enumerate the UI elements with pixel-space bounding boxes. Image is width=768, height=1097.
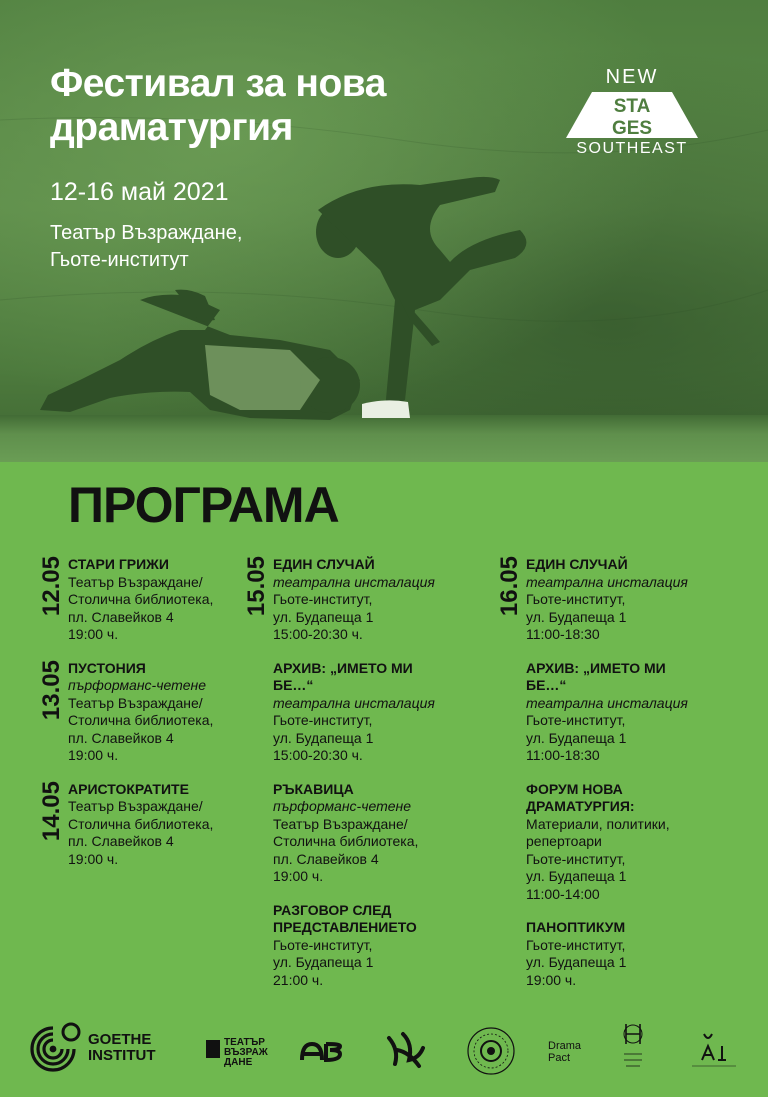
- event-kind: пърформанс-четене: [273, 798, 412, 814]
- event-detail-line: ул. Будапеща 1: [273, 954, 374, 970]
- venue-line1: Театър Възраждане,: [50, 222, 243, 244]
- program-day: [38, 781, 248, 869]
- drama-line2: Pact: [548, 1052, 571, 1064]
- program-day: [38, 660, 248, 765]
- program-day: [38, 556, 248, 644]
- event-detail-line: Столична библиотека,: [68, 712, 214, 728]
- festival-dates: 12-16 май 2021: [50, 178, 229, 206]
- festival-venue: [50, 220, 242, 274]
- event-name: РЪКАВИЦА: [273, 780, 354, 797]
- dance-logo-icon: [383, 1030, 427, 1070]
- festival-title-line2: драматургия: [50, 106, 293, 149]
- event-detail-line: Гьоте-институт,: [526, 591, 626, 607]
- event-detail-line: Гьоте-институт,: [273, 936, 373, 953]
- event-detail-line: 19:00 ч.: [526, 971, 577, 988]
- event-name: ЕДИН СЛУЧАЙ: [526, 556, 628, 572]
- logo-southeast: SOUTHEAST: [576, 140, 688, 157]
- day-date: 16.05: [496, 556, 523, 617]
- day-date: 12.05: [38, 556, 65, 617]
- event-name: АРИСТОКРАТИТЕ: [68, 780, 189, 797]
- event-detail-line: 19:00 ч.: [68, 626, 119, 642]
- event-detail-line: пл. Славейков 4: [68, 729, 174, 746]
- event-detail-line: ул. Будапеща 1: [526, 729, 627, 746]
- radar-sofia-seal-icon: [466, 1026, 516, 1076]
- program-title: ПРОГРАМА: [68, 477, 339, 533]
- event-detail-line: 15:00-20:30 ч.: [273, 747, 363, 763]
- event-detail-line: пл. Славейков 4: [68, 608, 174, 625]
- event-detail-line: ул. Будапеща 1: [526, 868, 627, 884]
- logo-sta: STA: [613, 96, 651, 117]
- event-detail-line: 15:00-20:30 ч.: [273, 626, 363, 642]
- goethe-line2: INSTITUT: [88, 1047, 156, 1064]
- event-name: СТАРИ ГРИЖИ: [68, 556, 169, 572]
- event-name: АРХИВ: „ИМЕТО МИ БЕ…“: [526, 659, 666, 693]
- program-column-3: [496, 556, 746, 1005]
- teatar-line2: ВЪЗРАЖ: [224, 1047, 268, 1058]
- event-kind: театрална инсталация: [273, 694, 435, 711]
- program-event: [68, 556, 248, 644]
- event-detail-line: Гьоте-институт,: [526, 712, 626, 728]
- hero-photo: [0, 0, 768, 462]
- event-detail-line: Театър Възраждане/: [68, 694, 203, 711]
- new-stages-southeast-logo: [562, 66, 702, 162]
- goethe-institut-icon: [22, 1018, 84, 1080]
- event-kind: театрална инсталация: [273, 573, 435, 590]
- event-detail-line: пл. Славейков 4: [273, 850, 379, 867]
- program-column-1: [38, 556, 248, 884]
- event-name: РАЗГОВОР СЛЕД ПРЕДСТАВЛЕНИЕТО: [273, 901, 417, 935]
- event-kind: театрална инсталация: [526, 573, 688, 590]
- event-detail-line: 11:00-18:30: [526, 747, 600, 763]
- festival-title-line1: Фестивал за нова: [50, 62, 386, 105]
- program-event: [68, 660, 248, 765]
- event-detail-line: Театър Възраждане/: [68, 798, 203, 814]
- program-event: [273, 660, 493, 765]
- event-detail-line: Гьоте-институт,: [526, 936, 626, 953]
- event-detail-line: Гьоте-институт,: [526, 850, 626, 867]
- event-detail-line: Театър Възраждане/: [273, 815, 408, 832]
- event-name: ПУСТОНИЯ: [68, 659, 146, 676]
- program-column-2: [243, 556, 493, 1005]
- festival-title: [50, 62, 386, 150]
- event-detail-line: репертоари: [526, 833, 602, 849]
- logo-new: NEW: [605, 66, 659, 88]
- event-name: ЕДИН СЛУЧАЙ: [273, 556, 375, 572]
- program-event: [526, 919, 746, 989]
- event-detail-line: 19:00 ч.: [273, 868, 324, 884]
- event-kind: пърформанс-четене: [68, 677, 207, 693]
- logo-ges: GES: [611, 118, 653, 139]
- event-kind: театрална инсталация: [526, 694, 688, 711]
- program-event: [273, 902, 493, 990]
- monogram-logo-icon: [620, 1020, 648, 1078]
- event-name: ФОРУМ НОВА ДРАМАТУРГИЯ:: [526, 780, 635, 814]
- program-event: [526, 556, 746, 644]
- goethe-line1: GOETHE: [88, 1031, 152, 1048]
- event-detail-line: ул. Будапеща 1: [273, 608, 374, 625]
- program-day: [243, 556, 493, 989]
- a-theatre-logo-icon: [690, 1030, 738, 1070]
- event-detail-line: Гьоте-институт,: [273, 712, 373, 728]
- event-detail-line: 19:00 ч.: [68, 850, 119, 867]
- program-event: [273, 556, 493, 644]
- event-name: АРХИВ: „ИМЕТО МИ БЕ…“: [273, 659, 413, 693]
- teatar-label: [224, 1038, 268, 1068]
- event-detail-line: Материали, политики,: [526, 815, 670, 832]
- day-date: 14.05: [38, 780, 65, 841]
- event-detail-line: Гьоте-институт,: [273, 591, 373, 607]
- event-name: ПАНОПТИКУМ: [526, 919, 626, 935]
- partner-logos: [0, 1012, 768, 1092]
- venue-line2: Гьоте-институт: [50, 249, 189, 271]
- program-event: [526, 660, 746, 765]
- logo-triangle: [566, 90, 698, 140]
- event-detail-line: Столична библиотека,: [68, 591, 214, 607]
- event-detail-line: ул. Будапеща 1: [526, 608, 627, 625]
- event-detail-line: 19:00 ч.: [68, 747, 119, 763]
- event-detail-line: Столична библиотека,: [68, 815, 214, 832]
- event-detail-line: 21:00 ч.: [273, 971, 324, 988]
- teatar-line3: ДАНЕ: [224, 1057, 253, 1068]
- goethe-institut-label: [88, 1032, 156, 1064]
- program-event: [273, 781, 493, 886]
- event-detail-line: ул. Будапеща 1: [273, 729, 374, 746]
- teatar-line1: ТЕАТЪР: [224, 1037, 265, 1048]
- event-detail-line: ул. Будапеща 1: [526, 954, 627, 970]
- program-event: [68, 781, 248, 869]
- ab-logo-icon: [300, 1040, 344, 1064]
- drama-line1: Drama: [548, 1040, 582, 1052]
- program-event: [526, 781, 746, 904]
- program-day: [496, 556, 746, 989]
- event-detail-line: 11:00-18:30: [526, 626, 600, 642]
- teatar-mark-icon: [206, 1040, 220, 1058]
- event-detail-line: Столична библиотека,: [273, 833, 419, 849]
- day-date: 15.05: [243, 556, 270, 617]
- drama-pact-logo: [548, 1040, 581, 1064]
- event-detail-line: Театър Възраждане/: [68, 573, 203, 590]
- event-detail-line: пл. Славейков 4: [68, 833, 174, 849]
- day-date: 13.05: [38, 659, 65, 720]
- event-detail-line: 11:00-14:00: [526, 885, 600, 902]
